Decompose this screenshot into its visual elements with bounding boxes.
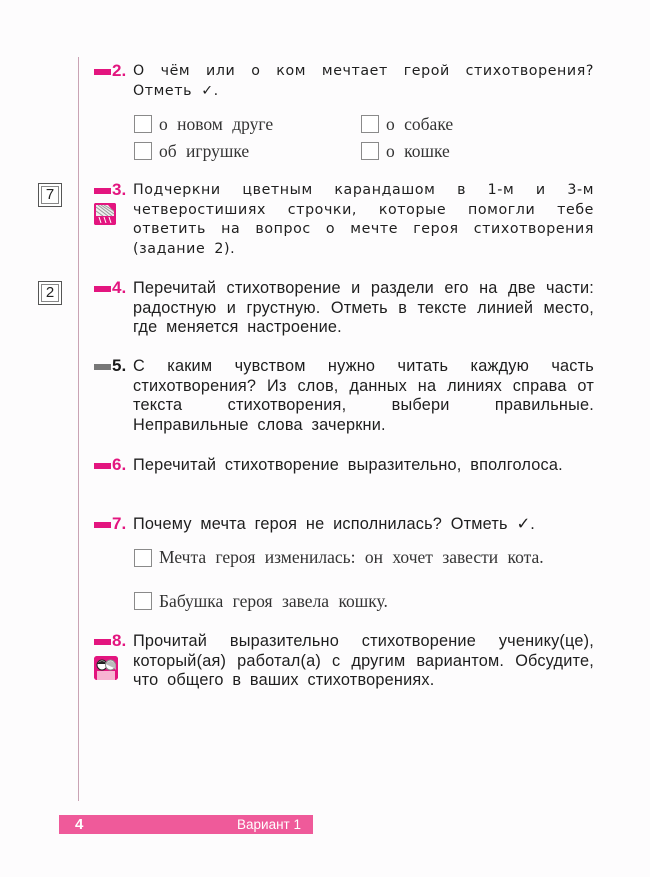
task-text: Перечитай стихотворение и раздели его на две части: радостную и грустную. Отметь в тексте линией место, где меняется настроение.: [133, 279, 594, 336]
page-number: 4: [75, 816, 84, 833]
option-new-friend[interactable]: [134, 114, 273, 135]
task-2: [94, 62, 594, 101]
option-label: о кошке: [386, 141, 450, 161]
option-hero-changed-dream[interactable]: [134, 547, 594, 568]
task-marker: [94, 364, 111, 370]
option-label: о собаке: [386, 114, 454, 134]
option-label: Бабушка героя завела кошку.: [159, 591, 388, 611]
task-5: [94, 357, 594, 435]
task-number: 7.: [112, 514, 127, 533]
checkbox[interactable]: [361, 142, 379, 160]
task-number: 2.: [112, 61, 127, 80]
colored-pencils-icon: [94, 203, 116, 225]
pair-work-icon: [94, 656, 118, 680]
option-toy[interactable]: [134, 141, 249, 162]
task-marker: [94, 522, 111, 528]
task-text: О чём или о ком мечтает герой стихотворения? Отметь ✓.: [133, 63, 594, 99]
task-text: Прочитай выразительно стихотворение ученику(це), который(ая) работал(а) с другим вариантом. Обсудите, что общего в ваших стихотворениях.: [133, 632, 594, 689]
task-text: С каким чувством нужно читать каждую часть стихотворения? Из слов, данных на линиях справа от текста стихотворения, выбери правильные. Неправильные слова зачеркни.: [133, 357, 594, 434]
task-number: 4.: [112, 278, 127, 297]
task-marker: [94, 639, 111, 645]
task-marker: [94, 69, 111, 75]
task-number: 3.: [112, 180, 127, 199]
task-marker: [94, 463, 111, 469]
checkbox[interactable]: [134, 592, 152, 610]
option-cat[interactable]: [361, 141, 450, 162]
task-6: [94, 456, 594, 476]
task-number: 8.: [112, 631, 127, 650]
task-text: Перечитай стихотворение выразительно, вполголоса.: [133, 456, 563, 474]
task-8: [94, 632, 594, 691]
option-dog[interactable]: [361, 114, 453, 135]
option-label: об игрушке: [159, 141, 250, 161]
option-label: о новом друге: [159, 114, 274, 134]
task-marker: [94, 188, 111, 194]
task-7: [94, 515, 594, 535]
variant-label: Вариант 1: [237, 817, 301, 832]
option-grandma-got-cat[interactable]: [134, 591, 388, 612]
task-text: Подчеркни цветным карандашом в 1-м и 3-м четверостишиях строчки, которые помогли тебе ответить на вопрос о мечте героя стихотворения (задание 2).: [133, 182, 594, 257]
margin-line: [78, 57, 79, 801]
footer-bar: [59, 815, 313, 834]
task-number: 5.: [112, 356, 127, 375]
option-label: Мечта героя изменилась: он хочет завести кота.: [159, 547, 544, 567]
task-4: [94, 279, 594, 338]
task-number: 6.: [112, 455, 127, 474]
checkbox[interactable]: [361, 115, 379, 133]
checkbox[interactable]: [134, 115, 152, 133]
task-text: Почему мечта героя не исполнилась? Отметь ✓.: [133, 515, 536, 533]
task-marker: [94, 286, 111, 292]
checkbox[interactable]: [134, 142, 152, 160]
task-3: [94, 181, 594, 259]
score-box-task-4: 2: [38, 281, 62, 305]
checkbox[interactable]: [134, 549, 152, 567]
score-box-task-3: 7: [38, 183, 62, 207]
